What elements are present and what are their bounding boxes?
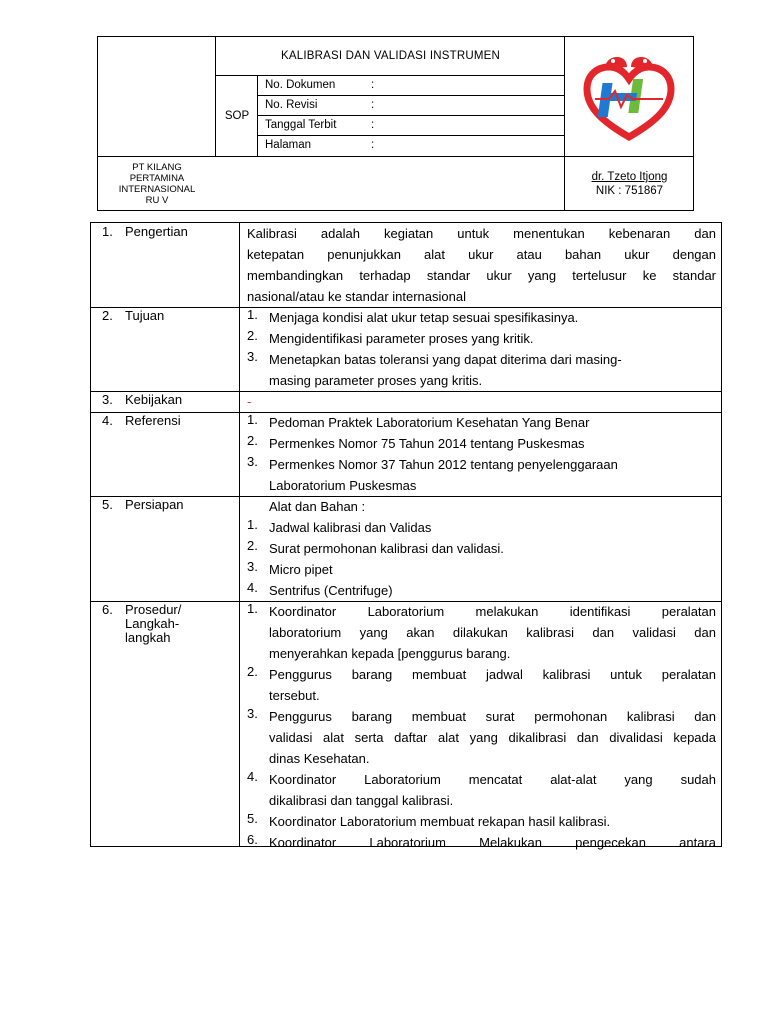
info-label: No. Dokumen <box>265 79 336 91</box>
text-line: masing parameter proses yang kritis. <box>269 373 483 388</box>
section-title <box>125 603 235 645</box>
section-title-line: Langkah- <box>125 616 180 631</box>
list-number: 2. <box>247 664 258 679</box>
list-number: 3. <box>247 454 258 469</box>
company-line: PT KILANG <box>132 162 182 173</box>
text-line: Permenkes Nomor 37 Tahun 2012 tentang penyelenggaraan <box>269 457 618 472</box>
text-line: Laboratorium Puskesmas <box>269 478 417 493</box>
sop-content-table <box>90 222 722 850</box>
list-number: 1. <box>247 517 258 532</box>
section-content <box>247 391 716 412</box>
text-line: validasi alat serta daftar alat yang dikalibrasi dan divalidasi kepada <box>269 730 716 745</box>
list-item <box>247 559 716 580</box>
list-item <box>247 349 716 391</box>
section-content <box>247 496 716 601</box>
section-number: 5. <box>102 497 113 512</box>
section-number: 4. <box>102 413 113 428</box>
text-line: Penggurus barang membuat jadwal kalibrasi untuk peralatan <box>269 667 716 682</box>
list-number: 2. <box>247 538 258 553</box>
list-item <box>247 832 716 853</box>
signatory-name: dr. Tzeto Itjong <box>591 171 668 183</box>
list-item <box>247 580 716 601</box>
list-number: 4. <box>247 769 258 784</box>
text-line: Micro pipet <box>269 562 333 577</box>
company-name <box>98 157 216 211</box>
section-title: Kebijakan <box>125 392 183 407</box>
hospital-heart-logo-icon <box>565 37 694 156</box>
list-item <box>247 769 716 811</box>
section-content <box>247 412 716 496</box>
section-title: Pengertian <box>125 224 188 239</box>
text-line: nasional/atau ke standar internasional <box>247 289 466 304</box>
section-title: Referensi <box>125 413 181 428</box>
text-line: - <box>247 394 252 409</box>
list-number: 1. <box>247 601 258 616</box>
text-line: Permenkes Nomor 75 Tahun 2014 tentang Puskesmas <box>269 436 585 451</box>
text-line: Kalibrasi adalah kegiatan untuk menentukan kebenaran dan <box>247 226 716 241</box>
list-item <box>247 454 716 496</box>
info-colon: : <box>371 119 375 131</box>
signatory-block <box>565 157 694 211</box>
list-number: 5. <box>247 811 258 826</box>
info-label: No. Revisi <box>265 99 318 111</box>
list-item <box>247 307 716 328</box>
list-number: 1. <box>247 412 258 427</box>
list-number: 3. <box>247 559 258 574</box>
text-line: Mengidentifikasi parameter proses yang kritik. <box>269 331 534 346</box>
section-content <box>247 307 716 391</box>
list-number: 2. <box>247 328 258 343</box>
info-colon: : <box>371 79 375 91</box>
list-item <box>247 706 716 769</box>
section-number: 2. <box>102 308 113 323</box>
company-line: INTERNASIONAL <box>118 184 196 195</box>
text-line: Koordinator Laboratorium melakukan identifikasi peralatan <box>269 604 716 619</box>
section-title-line: Prosedur/ <box>125 602 182 617</box>
company-line: PERTAMINA <box>129 173 185 184</box>
list-number: 6. <box>247 832 258 847</box>
list-number: 1. <box>247 307 258 322</box>
section-number: 3. <box>102 392 113 407</box>
text-line: laboratorium yang akan dilakukan kalibrasi dan validasi dan <box>269 625 716 640</box>
text-line: Pedoman Praktek Laboratorium Kesehatan Yang Benar <box>269 415 590 430</box>
list-number: 3. <box>247 706 258 721</box>
section-content <box>247 223 716 307</box>
document-header <box>97 36 694 211</box>
info-row-page <box>258 135 565 155</box>
company-line: RU V <box>145 195 169 206</box>
info-colon: : <box>371 139 375 151</box>
text-line: Koordinator Laboratorium Melakukan pengecekan antara <box>269 835 716 850</box>
info-label: Tanggal Terbit <box>265 119 337 131</box>
text-line: Menetapkan batas toleransi yang dapat diterima dari masing- <box>269 352 622 367</box>
text-line: Penggurus barang membuat surat permohonan kalibrasi dan <box>269 709 716 724</box>
list-item <box>247 412 716 433</box>
text-line: dinas Kesehatan. <box>269 751 370 766</box>
info-colon: : <box>371 99 375 111</box>
info-row-revision <box>258 95 565 115</box>
section-title: Persiapan <box>125 497 184 512</box>
info-label: Halaman <box>265 139 312 151</box>
list-number: 2. <box>247 433 258 448</box>
list-item <box>247 433 716 454</box>
list-item <box>247 328 716 349</box>
list-item <box>247 538 716 559</box>
list-number: 3. <box>247 349 258 364</box>
section-number: 6. <box>102 602 113 617</box>
signatory-nik: NIK : 751867 <box>595 185 664 197</box>
text-line: Surat permohonan kalibrasi dan validasi. <box>269 541 504 556</box>
sop-label: SOP <box>224 109 250 122</box>
document-title: KALIBRASI DAN VALIDASI INSTRUMEN <box>281 50 500 62</box>
list-item <box>247 664 716 706</box>
text-line: Menjaga kondisi alat ukur tetap sesuai spesifikasinya. <box>269 310 579 325</box>
text-line: Koordinator Laboratorium membuat rekapan hasil kalibrasi. <box>269 814 611 829</box>
subheading: Alat dan Bahan : <box>269 499 366 514</box>
info-row-issue-date <box>258 115 565 135</box>
text-line: menyerahkan kepada [penggurus barang. <box>269 646 511 661</box>
section-title: Tujuan <box>125 308 165 323</box>
list-item <box>247 601 716 664</box>
column-divider <box>239 223 240 846</box>
info-row-document-number <box>258 75 565 95</box>
text-line: membandingkan terhadap standar ukur yang tertelusur ke standar <box>247 268 716 283</box>
list-number: 4. <box>247 580 258 595</box>
list-item <box>247 517 716 538</box>
text-line: tersebut. <box>269 688 320 703</box>
text-line: dikalibrasi dan tanggal kalibrasi. <box>269 793 454 808</box>
section-title-line: langkah <box>125 630 171 645</box>
text-line: ketepatan penunjukkan alat ukur atau bahan ukur dengan <box>247 247 716 262</box>
section-number: 1. <box>102 224 113 239</box>
list-item <box>247 811 716 832</box>
section-content <box>247 601 716 853</box>
text-line: Koordinator Laboratorium mencatat alat-alat yang sudah <box>269 772 716 787</box>
text-line: Jadwal kalibrasi dan Validas <box>269 520 432 535</box>
text-line: Sentrifus (Centrifuge) <box>269 583 393 598</box>
